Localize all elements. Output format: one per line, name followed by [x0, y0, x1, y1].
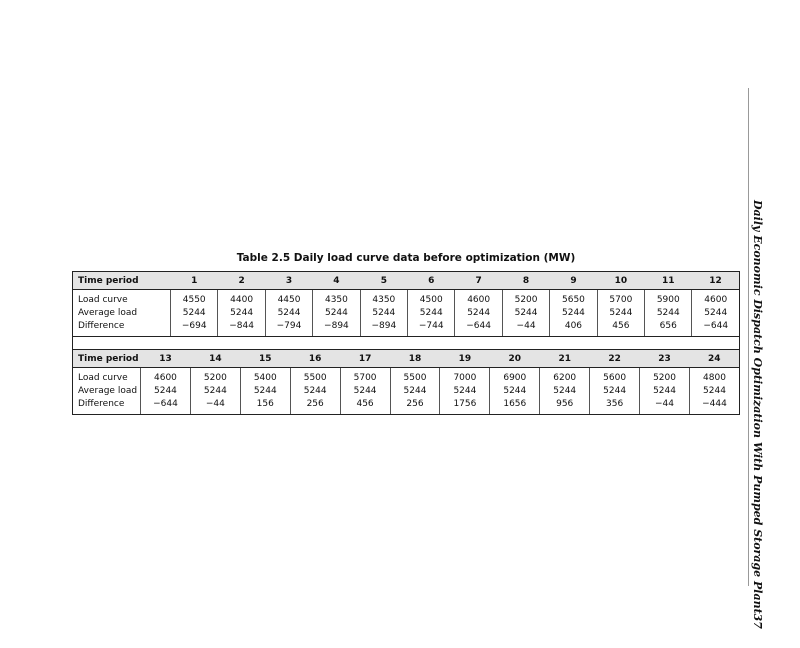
table-cell: 5700: [597, 290, 644, 308]
table-cell: 1656: [490, 398, 540, 415]
row-label: Average load: [73, 385, 141, 398]
table-cell: 5244: [171, 307, 218, 320]
table-cell: 5650: [550, 290, 597, 308]
table-cell: 4450: [265, 290, 312, 308]
table-cell: 1756: [440, 398, 490, 415]
header-period: 12: [692, 272, 740, 290]
table-cell: 5244: [590, 385, 640, 398]
margin-rule: [748, 88, 749, 586]
header-period: 16: [290, 350, 340, 368]
header-period: 3: [265, 272, 312, 290]
header-period: 11: [645, 272, 692, 290]
row-label: Average load: [73, 307, 171, 320]
load-table-periods-13-24: [72, 349, 740, 415]
table-cell: 456: [340, 398, 390, 415]
table-cell: 356: [590, 398, 640, 415]
table-cell: 5244: [640, 385, 690, 398]
table-cell: −794: [265, 320, 312, 337]
table-cell: 5500: [390, 368, 440, 386]
table-cell: 5900: [645, 290, 692, 308]
table-cell: 4550: [171, 290, 218, 308]
table-cell: 256: [290, 398, 340, 415]
table-cell: 956: [540, 398, 590, 415]
header-period: 7: [455, 272, 502, 290]
header-period: 8: [502, 272, 549, 290]
table-cell: 4400: [218, 290, 265, 308]
running-head: [750, 200, 764, 629]
table-cell: 156: [240, 398, 290, 415]
load-table-periods-1-12: [72, 271, 740, 337]
table-cell: 5244: [190, 385, 240, 398]
header-period: 9: [550, 272, 597, 290]
header-period: 2: [218, 272, 265, 290]
table-cell: 5200: [640, 368, 690, 386]
header-period: 22: [590, 350, 640, 368]
row-label: Difference: [73, 398, 141, 415]
table-cell: 5244: [265, 307, 312, 320]
header-period: 17: [340, 350, 390, 368]
table-cell: 5244: [597, 307, 644, 320]
table-cell: 5244: [408, 307, 455, 320]
table-cell: 256: [390, 398, 440, 415]
table-cell: −744: [408, 320, 455, 337]
header-period: 18: [390, 350, 440, 368]
table-cell: 5244: [692, 307, 740, 320]
table-cell: 5244: [540, 385, 590, 398]
table-cell: 4350: [360, 290, 407, 308]
table-cell: 4350: [313, 290, 360, 308]
table-cell: 4600: [141, 368, 191, 386]
table-cell: 5244: [290, 385, 340, 398]
table-cell: 5200: [190, 368, 240, 386]
table-cell: −444: [689, 398, 739, 415]
header-period: 24: [689, 350, 739, 368]
table-cell: 6200: [540, 368, 590, 386]
header-period: 20: [490, 350, 540, 368]
row-label: Difference: [73, 320, 171, 337]
table-cell: 5244: [313, 307, 360, 320]
page-number: 37: [751, 613, 764, 629]
table-cell: 5700: [340, 368, 390, 386]
table-cell: 4500: [408, 290, 455, 308]
header-period: 15: [240, 350, 290, 368]
table-cell: −644: [141, 398, 191, 415]
table-cell: 5244: [440, 385, 490, 398]
table-cell: 5244: [455, 307, 502, 320]
table-cell: 5244: [645, 307, 692, 320]
row-load-curve: [73, 368, 740, 386]
table-cell: −894: [313, 320, 360, 337]
row-difference: [73, 398, 740, 415]
table-cell: 5244: [490, 385, 540, 398]
table-cell: −894: [360, 320, 407, 337]
header-period: 4: [313, 272, 360, 290]
header-period: 23: [640, 350, 690, 368]
table-cell: 6900: [490, 368, 540, 386]
table-cell: 456: [597, 320, 644, 337]
row-average-load: [73, 307, 740, 320]
table-cell: 4800: [689, 368, 739, 386]
header-period: 1: [171, 272, 218, 290]
row-label: Load curve: [73, 368, 141, 386]
table-cell: 656: [645, 320, 692, 337]
table-cell: 5244: [340, 385, 390, 398]
table-cell: 7000: [440, 368, 490, 386]
header-period: 19: [440, 350, 490, 368]
table-cell: 5244: [502, 307, 549, 320]
header-period: 6: [408, 272, 455, 290]
table-cell: 5244: [240, 385, 290, 398]
table-cell: −844: [218, 320, 265, 337]
header-period: 14: [190, 350, 240, 368]
table-cell: −44: [640, 398, 690, 415]
table-caption: Table 2.5 Daily load curve data before optimization (MW): [236, 252, 576, 264]
row-load-curve: [73, 290, 740, 308]
table-cell: −644: [692, 320, 740, 337]
table-gap: [72, 332, 740, 349]
header-period: 13: [141, 350, 191, 368]
table-cell: −44: [190, 398, 240, 415]
table-cell: 5500: [290, 368, 340, 386]
table-cell: 5244: [218, 307, 265, 320]
table-header-row: [73, 272, 740, 290]
table-cell: −644: [455, 320, 502, 337]
header-time-period: Time period: [73, 350, 141, 368]
table-cell: 4600: [455, 290, 502, 308]
running-head-title: Daily Economic Dispatch Optimization With Pumped Storage Plant: [751, 200, 764, 614]
table-cell: 406: [550, 320, 597, 337]
header-period: 5: [360, 272, 407, 290]
table-cell: 5200: [502, 290, 549, 308]
header-time-period: Time period: [73, 272, 171, 290]
table-cell: 5244: [360, 307, 407, 320]
table-cell: −694: [171, 320, 218, 337]
header-period: 10: [597, 272, 644, 290]
table-cell: 5600: [590, 368, 640, 386]
table-cell: 5244: [550, 307, 597, 320]
table-cell: 5244: [689, 385, 739, 398]
table-cell: 5244: [390, 385, 440, 398]
table-cell: 5400: [240, 368, 290, 386]
table-cell: 4600: [692, 290, 740, 308]
table-cell: 5244: [141, 385, 191, 398]
table-cell: −44: [502, 320, 549, 337]
table-header-row: [73, 350, 740, 368]
row-average-load: [73, 385, 740, 398]
header-period: 21: [540, 350, 590, 368]
row-label: Load curve: [73, 290, 171, 308]
